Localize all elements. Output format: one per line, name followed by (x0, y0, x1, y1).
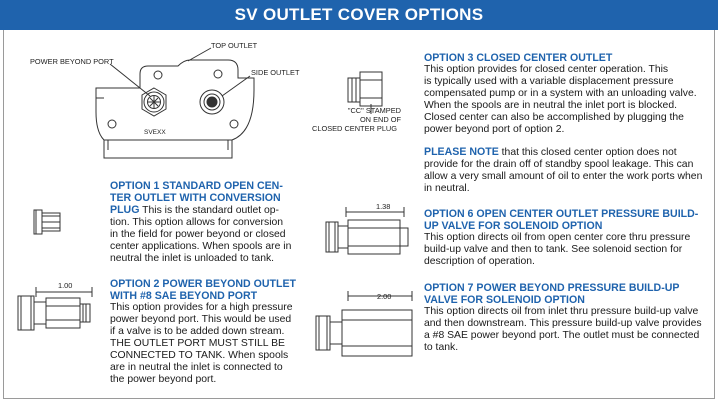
cc-stamp-note-line: ON END OF (359, 115, 401, 124)
option1-title: TER OUTLET WITH CONVERSION (110, 192, 281, 204)
option2-title: WITH #8 SAE BEYOND PORT (110, 290, 258, 302)
please-note-text: that this closed center option does not (498, 147, 677, 158)
option7-pressure-buildup-fitting-drawing (316, 291, 412, 356)
power-beyond-port-label: POWER BEYOND PORT (30, 57, 114, 66)
cc-stamp-note-line: "CC" STAMPED (347, 106, 401, 115)
option2-body-line: are in neutral the inlet is connected to (110, 362, 283, 373)
option7-body-line: a #8 SAE power beyond port. The outlet must be connected (424, 330, 700, 341)
cc-stamp-note-line: CLOSED CENTER PLUG (312, 124, 398, 133)
please-note-lead: PLEASE NOTE (424, 146, 499, 158)
option7-section (424, 282, 716, 354)
outlet-cover-drawing (96, 48, 254, 158)
option1-body-line: tion. This option allows for conversion (110, 217, 284, 228)
option6-dimension: 1.38 (376, 202, 391, 211)
side-outlet-port (200, 90, 224, 114)
option3-body-line: compensated pump or in a system with an unloading valve. (424, 88, 697, 99)
part-number-label: SVEXX (144, 129, 166, 136)
option6-title: UP VALVE FOR SOLENOID OPTION (424, 220, 603, 232)
option1-body: This is the standard outlet op- (139, 205, 280, 216)
option7-body-line: to tank. (424, 342, 459, 353)
option1-body-line (110, 204, 300, 217)
option6-section (424, 208, 716, 268)
option3-body-line: When the spools are in neutral the inlet port is blocked. (424, 100, 677, 111)
page-title: SV OUTLET COVER OPTIONS (234, 5, 484, 24)
please-note-line: in neutral. (424, 183, 470, 194)
option1-conversion-plug-drawing (34, 210, 60, 234)
option1-title: OPTION 1 STANDARD OPEN CEN- (110, 180, 283, 192)
cc-stamp-note (331, 106, 401, 124)
option2-body-line: CONNECTED TO TANK. When spools (110, 350, 289, 361)
option2-body-line: the power beyond port. (110, 374, 217, 385)
option1-title: PLUG (110, 204, 140, 216)
option2-body-line: This option provides for a high pressure (110, 302, 293, 313)
top-outlet-label: TOP OUTLET (211, 41, 258, 50)
option6-body-line: This option directs oil from open center core thru pressure (424, 232, 691, 243)
option6-pressure-buildup-fitting-drawing (326, 207, 408, 254)
option3-body-line: is typically used with a variable displacement pressure (424, 76, 674, 87)
please-note-line: allow a very small amount of oil to enter the work ports when (424, 171, 703, 182)
option2-title: OPTION 2 POWER BEYOND OUTLET (110, 278, 296, 290)
option7-body-line: and then downstream. This pressure build-up valve provides (424, 318, 702, 329)
option2-body-line: THE OUTLET PORT MUST STILL BE (110, 338, 285, 349)
option7-title: OPTION 7 POWER BEYOND PRESSURE BUILD-UP (424, 282, 680, 294)
option1-body-line: center applications. When spools are in (110, 241, 292, 252)
option2-dimension: 1.00 (58, 281, 73, 290)
please-note-section (424, 146, 716, 195)
option3-section (424, 52, 714, 136)
option3-body-line: Closed center can also be accomplished by plugging the (424, 112, 684, 123)
option1-body-line: in the field for power beyond or closed (110, 229, 286, 240)
option3-body-line: This option provides for closed center operation. This (424, 64, 669, 75)
option2-body-line: power beyond port. This would be used (110, 314, 292, 325)
option1-body-line: neutral the inlet is unloaded to tank. (110, 253, 275, 264)
option7-title: VALVE FOR SOLENOID OPTION (424, 294, 585, 306)
please-note-line (424, 146, 716, 159)
please-note-line: provide for the drain off of standby spool leakage. This can (424, 159, 694, 170)
option2-body-line: if a valve is to be added down stream. (110, 326, 285, 337)
option6-body-line: build-up valve and then to tank. See solenoid section for (424, 244, 683, 255)
option6-title: OPTION 6 OPEN CENTER OUTLET PRESSURE BUILD- (424, 208, 699, 220)
option3-title: OPTION 3 CLOSED CENTER OUTLET (424, 52, 613, 64)
option7-body-line: This option directs oil from inlet thru pressure build-up valve (424, 306, 699, 317)
option2-section (110, 278, 310, 386)
option7-dimension: 2.00 (377, 292, 392, 301)
option2-power-beyond-fitting-drawing (18, 287, 92, 330)
side-outlet-label: SIDE OUTLET (251, 68, 300, 77)
option3-body-line: power beyond port of option 2. (424, 124, 565, 135)
option6-body-line: description of operation. (424, 256, 535, 267)
option1-section (110, 180, 300, 265)
